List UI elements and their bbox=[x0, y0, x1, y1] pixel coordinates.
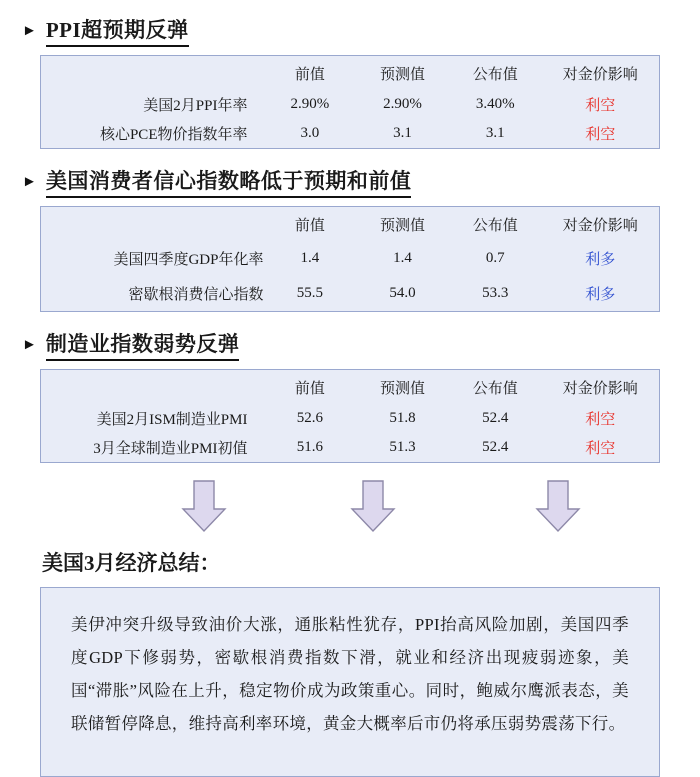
column-header-prev: 前值 bbox=[294, 381, 325, 397]
data-panel-2 bbox=[40, 206, 660, 312]
cell-forecast: 2.90% bbox=[383, 96, 422, 112]
cell-actual: 53.3 bbox=[482, 285, 509, 301]
bullet-triangle-icon: ► bbox=[22, 23, 37, 39]
data-panel-1 bbox=[40, 55, 660, 149]
row-label: 美国四季度GDP年化率 bbox=[113, 252, 264, 268]
cell-actual: 52.4 bbox=[482, 439, 509, 455]
cell-impact: 利空 bbox=[585, 441, 616, 457]
data-table-1 bbox=[41, 56, 659, 148]
bullet-triangle-icon: ► bbox=[22, 337, 37, 353]
cell-impact: 利多 bbox=[585, 252, 616, 268]
cell-prev: 3.0 bbox=[300, 125, 320, 141]
cell-actual: 0.7 bbox=[485, 250, 505, 266]
table-row bbox=[41, 433, 659, 462]
column-header-impact: 对金价影响 bbox=[562, 67, 638, 83]
row-label: 核心PCE物价指数年率 bbox=[99, 127, 248, 143]
column-header-actual: 公布值 bbox=[472, 218, 518, 234]
section-heading-1 bbox=[22, 14, 682, 47]
table-header-row bbox=[41, 370, 659, 404]
row-label: 3月全球制造业PMI初值 bbox=[93, 441, 248, 457]
cell-impact: 利多 bbox=[585, 287, 616, 303]
table-row bbox=[41, 404, 659, 433]
table-header-row bbox=[41, 56, 659, 90]
cell-prev: 2.90% bbox=[290, 96, 330, 112]
bullet-triangle-icon: ► bbox=[22, 174, 37, 190]
cell-impact: 利空 bbox=[585, 98, 616, 114]
column-header-prev: 前值 bbox=[294, 67, 325, 83]
cell-impact: 利空 bbox=[585, 412, 616, 428]
column-header-blank bbox=[41, 56, 263, 90]
column-header-forecast: 预测值 bbox=[380, 67, 426, 83]
cell-prev: 55.5 bbox=[296, 285, 323, 301]
row-label: 美国2月ISM制造业PMI bbox=[96, 412, 248, 428]
summary-panel bbox=[40, 587, 660, 777]
column-header-impact: 对金价影响 bbox=[562, 381, 638, 397]
data-table-3 bbox=[41, 370, 659, 462]
cell-forecast: 3.1 bbox=[393, 125, 412, 141]
cell-prev: 51.6 bbox=[296, 439, 323, 455]
cell-prev: 1.4 bbox=[300, 250, 320, 266]
column-header-actual: 公布值 bbox=[472, 67, 518, 83]
cell-forecast: 1.4 bbox=[393, 250, 412, 266]
cell-forecast: 51.8 bbox=[389, 410, 416, 426]
column-header-forecast: 预测值 bbox=[380, 218, 426, 234]
table-row bbox=[41, 119, 659, 148]
column-header-actual: 公布值 bbox=[472, 381, 518, 397]
table-header-row bbox=[41, 207, 659, 241]
down-arrow-icon bbox=[350, 479, 396, 533]
cell-actual: 52.4 bbox=[482, 410, 509, 426]
down-arrow-icon bbox=[181, 479, 227, 533]
cell-actual: 3.40% bbox=[475, 96, 515, 112]
section-title-3: 制造业指数弱势反弹 bbox=[46, 328, 240, 361]
column-header-forecast: 预测值 bbox=[380, 381, 426, 397]
cell-actual: 3.1 bbox=[485, 125, 505, 141]
section-heading-3 bbox=[22, 328, 682, 361]
column-header-blank bbox=[41, 370, 263, 404]
row-label: 美国2月PPI年率 bbox=[143, 98, 248, 114]
down-arrow-icon bbox=[535, 479, 581, 533]
data-panel-3 bbox=[40, 369, 660, 463]
arrow-row bbox=[18, 479, 682, 541]
summary-title: 美国3月经济总结： bbox=[42, 551, 221, 575]
row-label: 密歇根消费信心指数 bbox=[128, 287, 264, 303]
section-title-2: 美国消费者信心指数略低于预期和前值 bbox=[46, 165, 412, 198]
column-header-blank bbox=[41, 207, 263, 241]
data-table-2 bbox=[41, 207, 659, 311]
table-row bbox=[41, 241, 659, 276]
section-title-1: PPI超预期反弹 bbox=[46, 14, 189, 47]
cell-impact: 利空 bbox=[585, 127, 616, 143]
column-header-prev: 前值 bbox=[294, 218, 325, 234]
column-header-impact: 对金价影响 bbox=[562, 218, 638, 234]
table-row bbox=[41, 276, 659, 311]
section-heading-2 bbox=[22, 165, 682, 198]
table-row bbox=[41, 90, 659, 119]
cell-prev: 52.6 bbox=[296, 410, 323, 426]
cell-forecast: 54.0 bbox=[389, 285, 416, 301]
summary-text: 美伊冲突升级导致油价大涨，通胀粘性犹存，PPI抬高风险加剧，美国四季度GDP下修弱势，密歇根消费指数下滑，就业和经济出现疲弱迹象，美国“滞胀”风险在上升，稳定物价成为政策重心。同时，鲍威尔鹰派表态，美联储暂停降息，维持高利率环境，黄金大概率后市仍将承压弱势震荡下行。 bbox=[71, 615, 629, 733]
cell-forecast: 51.3 bbox=[389, 439, 416, 455]
